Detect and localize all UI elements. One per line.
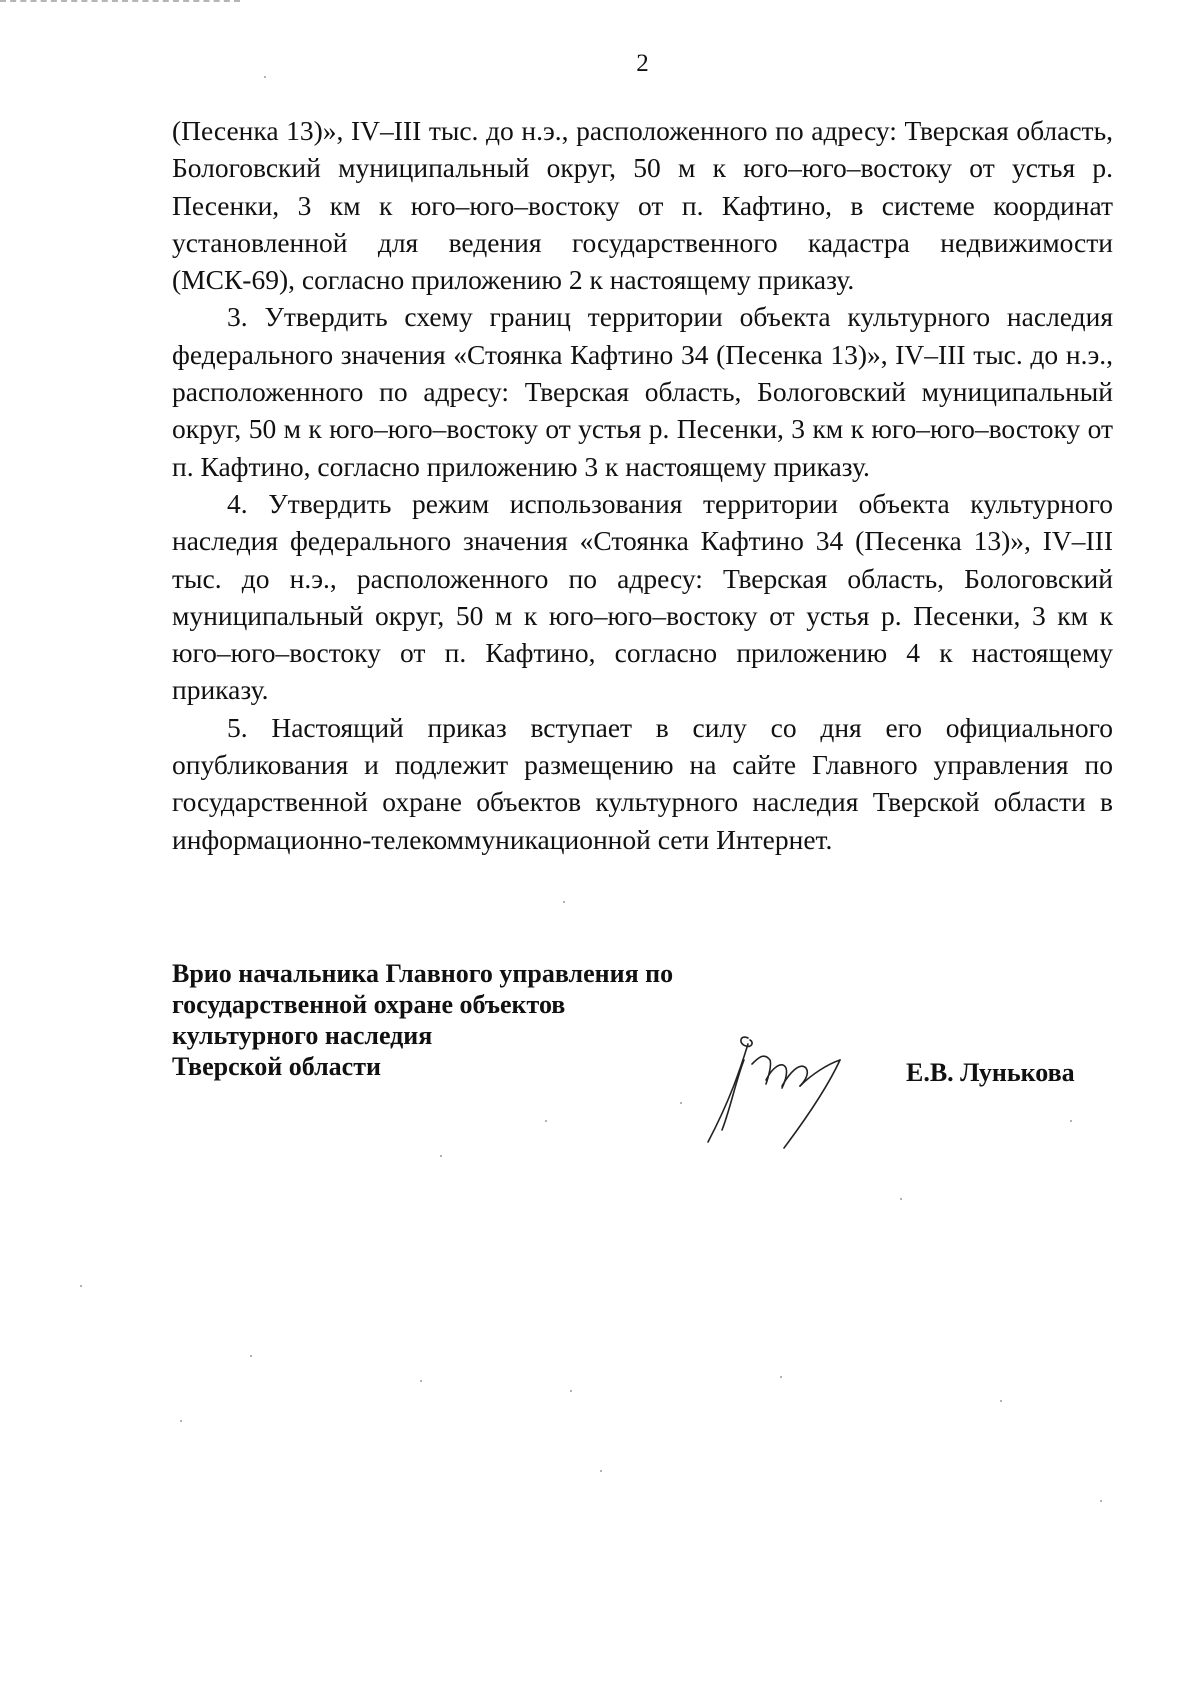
- scan-speck: [600, 1470, 602, 1472]
- paragraph-item-5: 5. Настоящий приказ вступает в силу со дня его официального опубликования и подлежит размещению на сайте Главного управления по государственной охране объектов культурного наследия Тверской области в информационно-телекоммуникационной сети Интернет.: [172, 711, 1113, 855]
- scan-speck: [680, 1102, 682, 1104]
- paragraph-item-3: 3. Утвердить схему границ территории объекта культурного наследия федерального значения «Стоянка Кафтино 34 (Песенка 13)», IV–III тыс. до н.э., расположенного по адресу: Тверская область, Бологовский муниципальный округ, 50 м к юго–юго–востоку от устья р. Песенки, 3 км к юго–юго–востоку от п. Кафтино, согласно приложению 3 к настоящему приказу.: [172, 301, 1113, 482]
- scan-speck: [180, 1420, 182, 1422]
- scan-speck: [420, 1380, 422, 1382]
- signatory-position: [172, 958, 673, 1082]
- scan-speck: [545, 1120, 547, 1122]
- paragraph-item-4: 4. Утвердить режим использования территории объекта культурного наследия федерального значения «Стоянка Кафтино 34 (Песенка 13)», IV–III тыс. до н.э., расположенного по адресу: Тверская область, Бологовский муниципальный округ, 50 м к юго–юго–востоку от устья р. Песенки, 3 км к юго–юго–востоку от п. Кафтино, согласно приложению 4 к настоящему приказу.: [172, 487, 1113, 706]
- page-number: 2: [636, 50, 649, 77]
- document-body: [172, 112, 1113, 858]
- handwritten-signature: [700, 1030, 860, 1150]
- signatory-title-line: государственной охране объектов: [172, 990, 566, 1019]
- scan-speck: [80, 1285, 82, 1287]
- scan-speck: [1070, 1120, 1072, 1122]
- scan-speck: [780, 1376, 782, 1378]
- signatory-title-line: Врио начальника Главного управления по: [172, 959, 674, 988]
- signatory-title-line: культурного наследия: [172, 1021, 433, 1050]
- paragraph-continuation: (Песенка 13)», IV–III тыс. до н.э., расположенного по адресу: Тверская область, Бологовский муниципальный округ, 50 м к юго–юго–востоку от устья р. Песенки, 3 км к юго–юго–востоку от п. Кафтино, в системе координат установленной для ведения государственного кадастра недвижимости (МСК-69), согласно приложению 2 к настоящему приказу.: [172, 115, 1113, 296]
- scan-speck: [900, 1198, 902, 1200]
- scan-speck: [1100, 1500, 1102, 1502]
- scan-speck: [1000, 1400, 1002, 1402]
- scan-speck: [563, 901, 565, 903]
- scan-speck: [250, 1355, 252, 1357]
- signatory-name: Е.В. Лунькова: [906, 1058, 1075, 1087]
- scan-speck: [570, 1390, 572, 1392]
- scan-speck: [440, 1155, 442, 1157]
- scan-edge-mark: [0, 0, 240, 5]
- scan-speck: [264, 76, 266, 78]
- signatory-title-line: Тверской области: [172, 1052, 381, 1081]
